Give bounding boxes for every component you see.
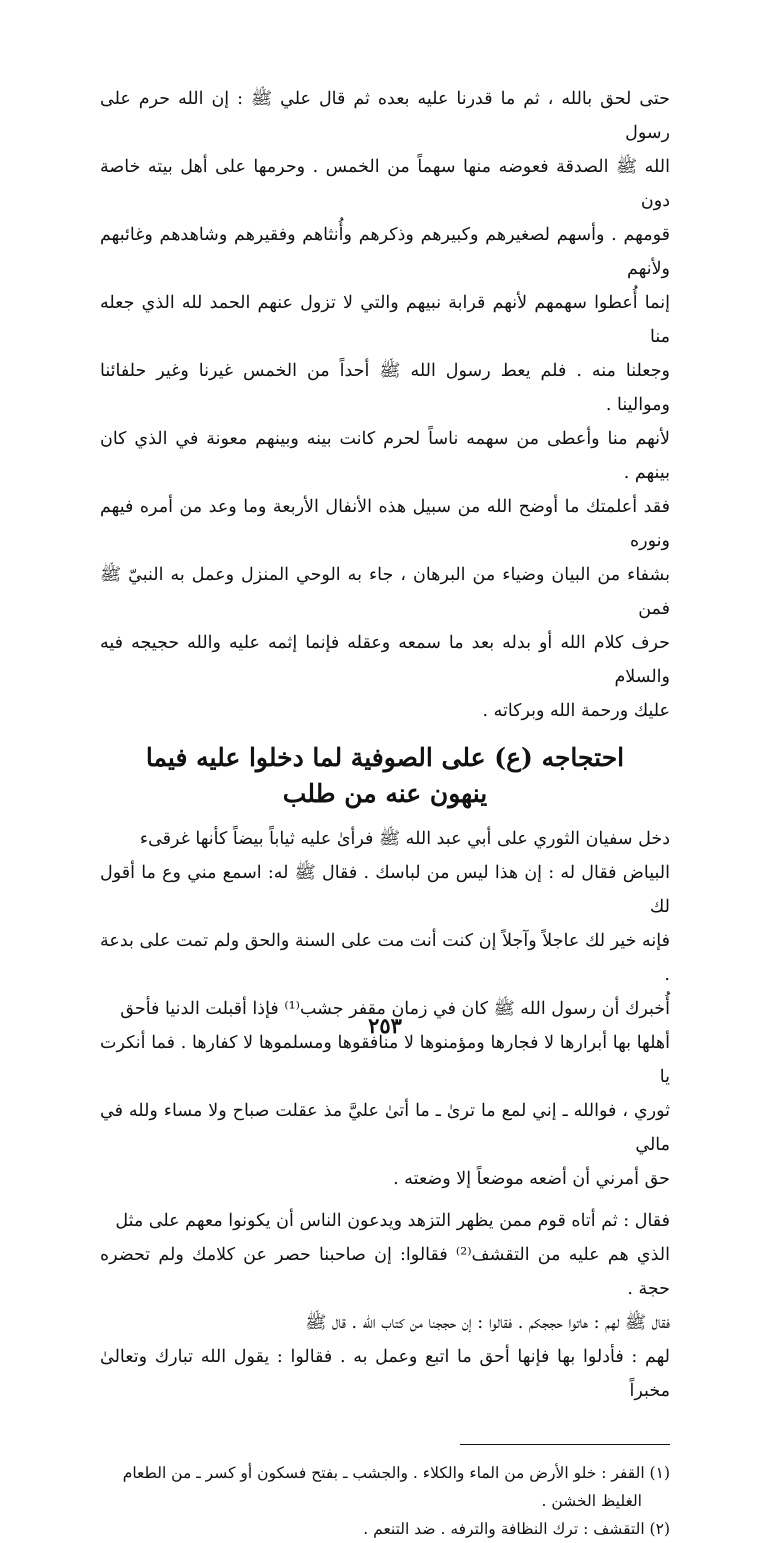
footnote-1: (١) القفر : خلو الأرض من الماء والكلاء . والجشب ـ بفتح فسكون أو كسر ـ من الطعام	[122, 1464, 670, 1482]
text-line: فقال : ثم أتاه قوم ممن يظهر التزهد ويدعون الناس أن يكونوا معهم على مثل	[115, 1211, 670, 1231]
text-line: حتى لحق بالله ، ثم ما قدرنا عليه بعده ثم قال علي ﷺ : إن الله حرم على رسول	[100, 89, 670, 143]
text-line: الله ﷺ الصدقة فعوضه منها سهماً من الخمس . وحرمها على أهل بيته خاصة دون	[100, 157, 670, 211]
text-line: أهلها بها أبرارها لا فجارها ومؤمنوها لا منافقوها ومسلموها لا كفارها . فما أنكرت يا	[100, 1033, 670, 1087]
paragraph-1	[100, 82, 670, 728]
text-line: أُخبرك أن رسول الله ﷺ كان في زمان مقفر جشب⁽¹⁾ فإذا أقبلت الدنيا فأحق	[120, 999, 670, 1019]
text-line: عليك ورحمة الله وبركاته .	[482, 701, 670, 721]
text-line: لهم : فأدلوا بها فإنها أحق ما اتبع وعمل به . فقالوا : يقول الله تبارك وتعالىٰ مخبراً	[100, 1347, 670, 1401]
text-line: بشفاء من البيان وضياء من البرهان ، جاء به الوحي المنزل وعمل به النبيّ ﷺ فمن	[100, 565, 670, 619]
heading-line-1: احتجاجه (ع) على الصوفية لما دخلوا عليه فيما	[145, 743, 625, 772]
text-line: وجعلنا منه . فلم يعط رسول الله ﷺ أحداً من الخمس غيرنا وغير حلفائنا وموالينا .	[100, 361, 670, 415]
text-line: لأنهم منا وأعطى من سهمه ناساً لحرم كانت بينه وبينهم معونة في الذي كان بينهم .	[100, 429, 670, 483]
text-line: ثوري ، فوالله ـ إني لمع ما ترىٰ ـ ما أتىٰ عليَّ مذ عقلت صباح ولا مساء ولله في مالي	[100, 1101, 670, 1155]
text-line: الذي هم عليه من التقشف⁽²⁾ فقالوا: إن صاحبنا حصر عن كلامك ولم تحضره حجة .	[100, 1245, 670, 1299]
page-number: ٢٥٣	[368, 1013, 402, 1038]
paragraph-gap	[100, 1196, 670, 1204]
paragraph-3	[100, 1204, 670, 1408]
footnotes	[100, 1459, 670, 1543]
text-line: فإنه خير لك عاجلاً وآجلاً إن كنت أنت مت على السنة والحق ولم تمت على بدعة .	[100, 931, 670, 985]
footnote-2: (٢) التقشف : ترك النظافة والترفه . ضد التنعم .	[363, 1520, 670, 1538]
text-line: البياض فقال له : إن هذا ليس من لباسك . فقال ﷺ له: اسمع مني وع ما أقول لك	[100, 863, 670, 917]
text-line: إنما أُعطوا سهمهم لأنهم قرابة نبيهم والتي لا تزول عنهم الحمد لله الذي جعله منا	[100, 293, 670, 347]
footnote-divider	[460, 1444, 670, 1445]
heading-line-2: ينهون عنه من طلب	[282, 779, 488, 808]
text-line: حرف كلام الله أو بدله بعد ما سمعه وعقله فإنما إثمه عليه والله حجيجه فيه والسلام	[100, 633, 670, 687]
footnote-1-continuation: الغليظ الخشن .	[541, 1492, 642, 1510]
text-line: دخل سفيان الثوري على أبي عبد الله ﷺ فرأىٰ عليه ثياباً بيضاً كأنها غرقىء	[139, 829, 670, 849]
text-line: فقد أعلمتك ما أوضح الله من سبيل هذه الأنفال الأربعة وما وعد من أمره فيهم ونوره	[100, 497, 670, 551]
text-line: فقال ﷺ لهم : هاتوا حججكم . فقالوا : إن حججنا من كتاب الله . قال ﷺ	[305, 1313, 670, 1333]
text-line: حق أمرني أن أضعه موضعاً إلا وضعته .	[393, 1169, 670, 1189]
paragraph-2	[100, 822, 670, 1196]
section-heading	[100, 740, 670, 812]
text-line: قومهم . وأسهم لصغيرهم وكبيرهم وذكرهم وأُنثاهم وفقيرهم وشاهدهم وغائبهم ولأنهم	[100, 225, 670, 279]
